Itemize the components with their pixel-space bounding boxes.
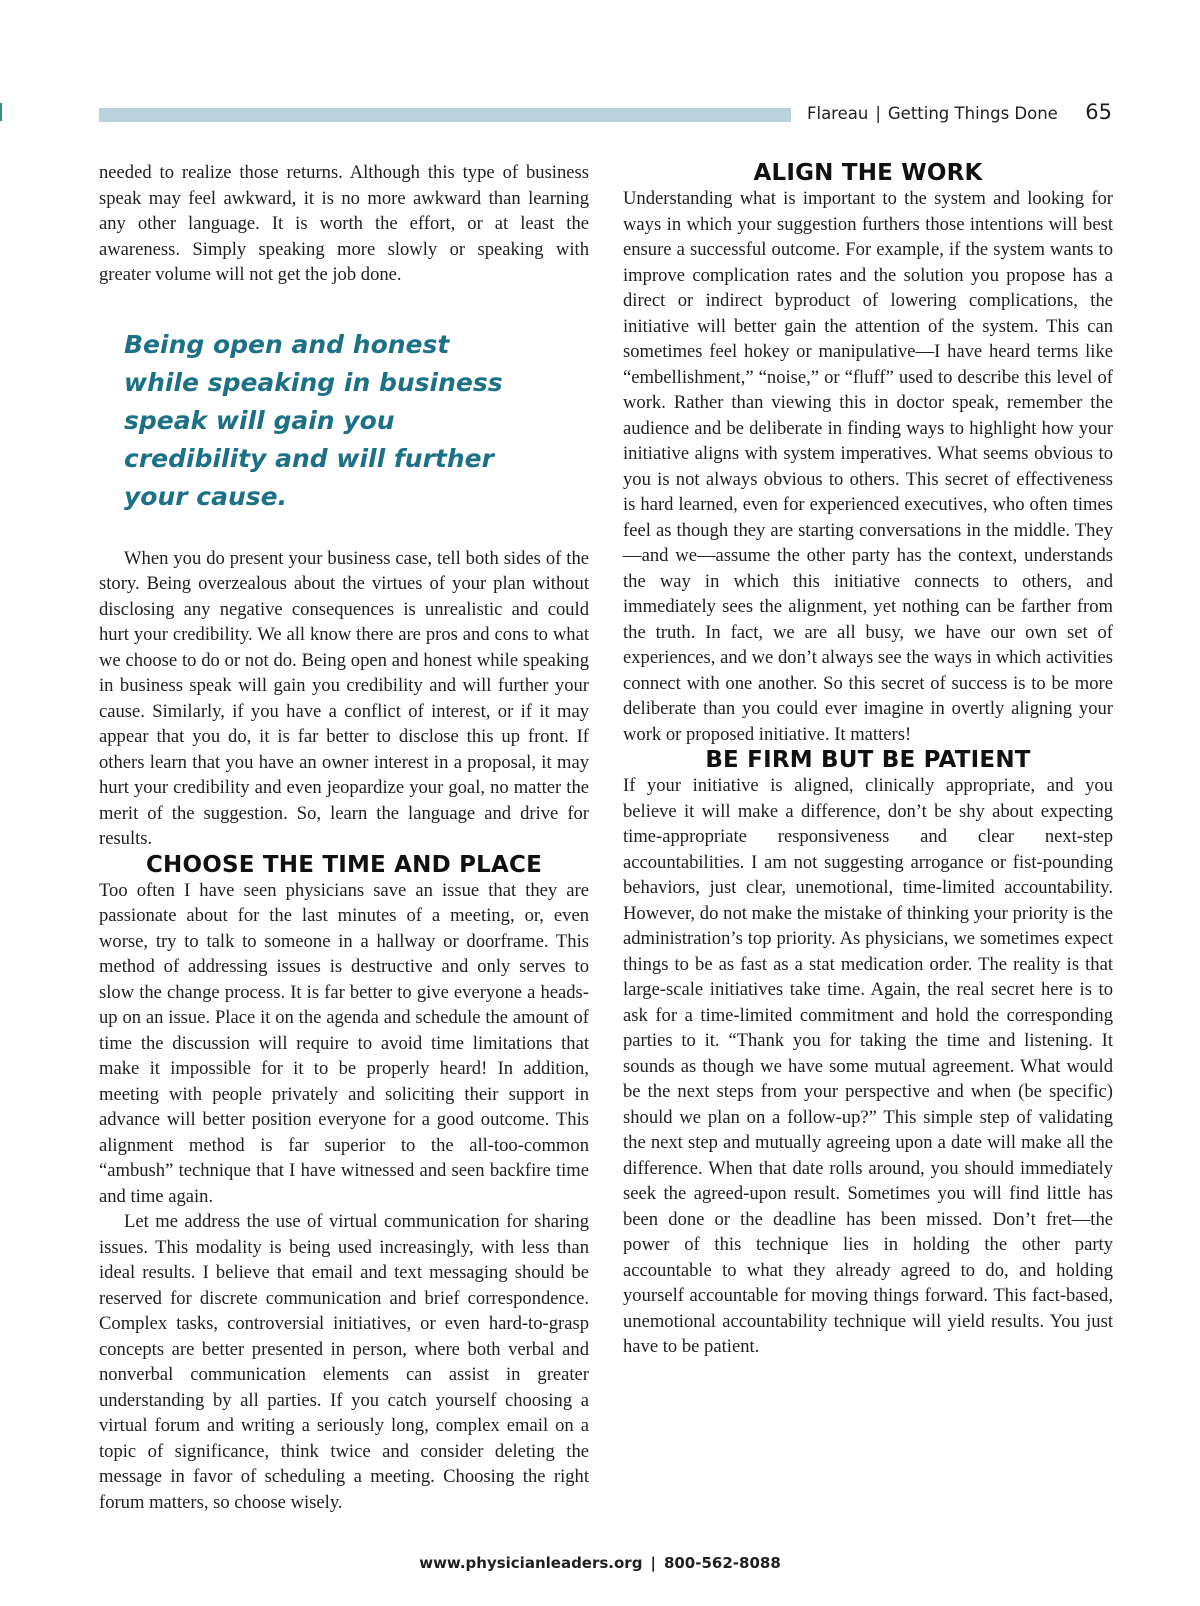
- heading-choose-time-place: CHOOSE THE TIME AND PLACE: [145, 851, 543, 878]
- running-head-title: Getting Things Done: [887, 104, 1058, 123]
- running-head-author: Flareau: [807, 104, 869, 123]
- footer: [0, 1554, 1200, 1572]
- edge-tab-mark: [0, 103, 2, 121]
- right-column: [623, 160, 1113, 1360]
- heading-be-firm: BE FIRM BUT BE PATIENT: [705, 747, 1031, 773]
- footer-website: www.physicianleaders.org: [419, 1554, 643, 1572]
- left-column: [99, 160, 589, 1515]
- left-paragraph-2: When you do present your business case, tell both sides of the story. Being overzealous about the virtues of your plan without disclosing any negative consequences is unrealistic and could hurt your credibility. We all know there are pros and cons to what we choose to do or not do. Being open and honest while speaking in business speak will gain you credibility and will further your cause. Similarly, if you have a conflict of interest, or if it may appear that you do, it is far better to disclose this up front. If others learn that you have an owner interest in a proposal, it may hurt your credibility and even jeopardize your goal, no matter the merit of the suggestion. So, learn the language and drive for results.: [99, 547, 589, 849]
- page-number: 65: [1085, 100, 1112, 124]
- footer-separator: |: [650, 1554, 656, 1572]
- left-paragraph-4: Let me address the use of virtual communication for sharing issues. This modality is being used increasingly, with less than ideal results. I believe that email and text messaging should be reserved for discrete communication and brief correspondence. Complex tasks, controversial initiatives, or even hard-to-grasp concepts are better presented in person, where both verbal and nonverbal communication elements can assist in greater understanding by all parties. If you catch yourself choosing a virtual forum and writing a seriously long, complex email on a topic of significance, think twice and consider deleting the message in favor of scheduling a meeting. Choosing the right forum matters, so choose wisely.: [99, 1211, 589, 1513]
- running-head-separator: |: [875, 104, 881, 123]
- footer-phone: 800-562-8088: [663, 1554, 781, 1572]
- right-paragraph-1: Understanding what is important to the system and looking for ways in which your suggestion furthers those intentions will best ensure a successful outcome. For example, if the system wants to improve complication rates and the solution you propose has a direct or indirect byproduct of lowering complications, the initiative will better gain the attention of the system. This can sometimes feel hokey or manipulative—I have heard terms like “embellishment,” “noise,” or “fluff” used to describe this level of work. Rather than viewing this in doctor speak, remember the audience and be deliberate in finding ways to highlight how your initiative aligns with system imperatives. What seems obvious to you is not always obvious to others. This secret of effectiveness is hard learned, even for experienced executives, who often times feel as though they are starting conversations in the middle. They—and we—assume the other party has the context, understands the way in which this initiative connects to others, and immediately sees the alignment, yet nothing can be farther from the truth. In fact, we are all busy, we have our own set of experiences, and we don’t always see the ways in which activities connect with one another. So this secret of success is to be more deliberate than you could ever imagine in overtly aligning your work or proposed initiative. It matters!: [623, 188, 1113, 745]
- header-bar: [99, 108, 791, 122]
- left-paragraph-3: Too often I have seen physicians save an issue that they are passionate about for the last minutes of a meeting, or, even worse, try to talk to someone in a hallway or doorframe. This method of addressing issues is destructive and only serves to slow the change process. It is far better to give everyone a heads-up on an issue. Place it on the agenda and schedule the amount of time the discussion will require to avoid time limitations that make it impossible for it to be properly heard! In addition, meeting with people privately and soliciting their support in advance will better position everyone for a good outcome. This alignment method is far superior to the all-too-common “ambush” technique that I have witnessed and seen backfire time and time again.: [99, 879, 589, 1207]
- pullquote: Being open and honest while speaking in business speak will gain you credibility and will further your cause.: [124, 329, 503, 511]
- right-paragraph-2: If your initiative is aligned, clinically appropriate, and you believe it will make a difference, don’t be shy about expecting time-appropriate responsiveness and clear next-step accountabilities. I am not suggesting arrogance or fist-pounding behaviors, just clear, unemotional, time-limited accountability. However, do not make the mistake of thinking your priority is the administration’s top priority. As physicians, we sometimes expect things to be as fast as a stat medication order. The reality is that large-scale initiatives take time. Again, the real secret here is to ask for a time-limited commitment and hold the corresponding parties to it. “Thank you for taking the time and listening. It sounds as though we have some mutual agreement. What would be the next steps from your perspective and when (be specific) should we plan on a follow-up?” This simple step of validating the next step and mutually agreeing upon a date will make all the difference. When that date rolls around, you should immediately seek the agreed-upon result. Sometimes you will find little has been done or the deadline has been missed. Don’t fret—the power of this technique lies in holding the other party accountable to what they already agreed to do, and holding yourself accountable for moving things forward. This fact-based, unemotional accountability technique will yield results. You just have to be patient.: [623, 775, 1113, 1357]
- running-head: [807, 104, 1058, 123]
- heading-align-work: ALIGN THE WORK: [753, 160, 983, 186]
- left-paragraph-1: needed to realize those returns. Although this type of business speak may feel awkward, it is no more awkward than learning any other language. It is worth the effort, or at least the awareness. Simply speaking more slowly or speaking with greater volume will not get the job done.: [99, 162, 589, 285]
